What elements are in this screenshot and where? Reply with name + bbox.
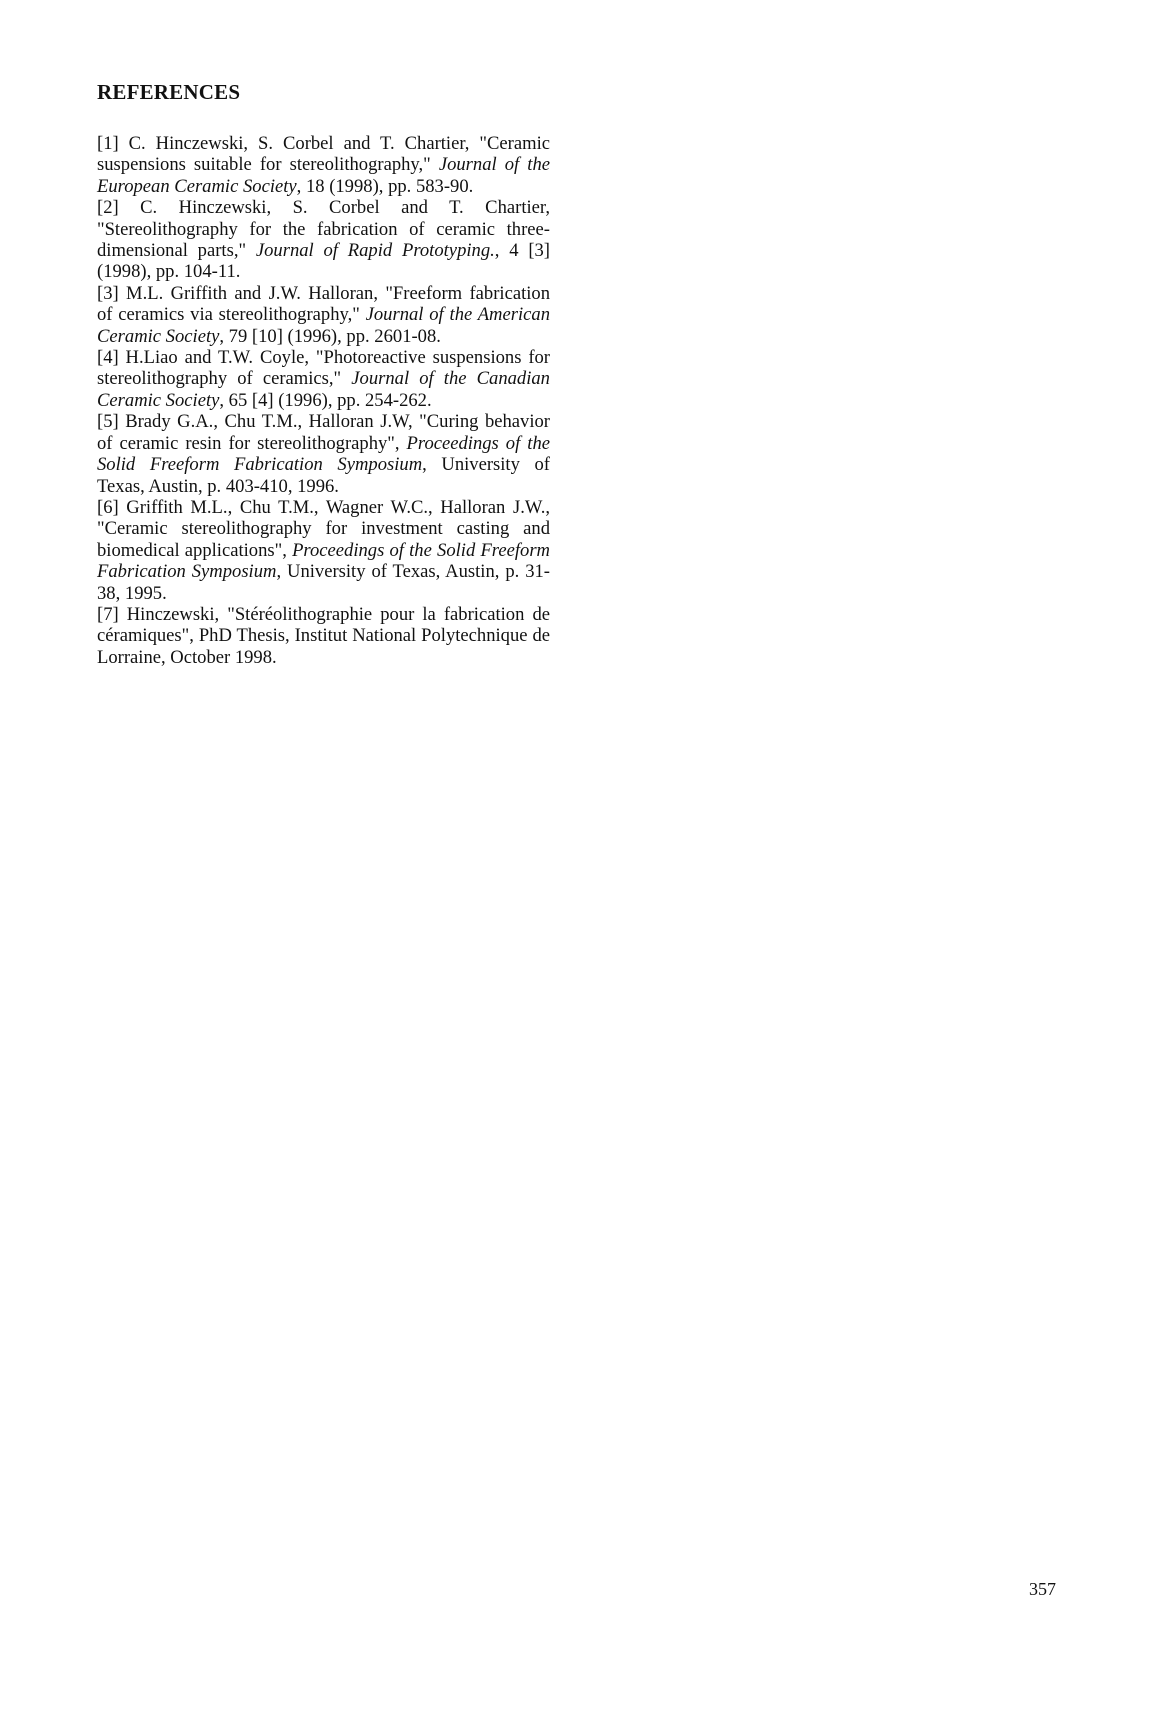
reference-text: [7] Hinczewski, "Stéréolithographie pour la fabrication de céramiques", PhD Thesis, Institut National Polytechnique de Lorraine, October 1998. (97, 603, 550, 668)
reference-item (97, 497, 550, 604)
reference-text: [4] H.Liao and T.W. Coyle, "Photoreactive suspensions for stereolithography of ceramics," (97, 347, 550, 390)
reference-journal: Proceedings of the Solid Freeform Fabrication Symposium (97, 539, 550, 583)
reference-journal: Journal of Rapid Prototyping. (255, 240, 495, 262)
reference-item (97, 197, 550, 283)
reference-journal: Proceedings of the Solid Freeform Fabrication Symposium (97, 432, 550, 476)
reference-item (97, 604, 550, 668)
reference-item (97, 347, 550, 411)
reference-item (97, 411, 550, 497)
reference-text: [2] C. Hinczewski, S. Corbel and T. Chartier, "Stereolithography for the fabrication of ceramic three-dimensional parts," (97, 197, 550, 262)
reference-text: [3] M.L. Griffith and J.W. Halloran, "Freeform fabrication of ceramics via stereolithography," (97, 282, 550, 326)
reference-text: [5] Brady G.A., Chu T.M., Halloran J.W, "Curing behavior of ceramic resin for stereolithography", (97, 411, 550, 454)
reference-text: , University of Texas, Austin, p. 31-38, 1995. (97, 561, 550, 604)
reference-text: , 18 (1998), pp. 583-90. (296, 175, 474, 197)
reference-item (97, 133, 550, 197)
reference-text: [6] Griffith M.L., Chu T.M., Wagner W.C., Halloran J.W., "Ceramic stereolithography for investment casting and biomedical applications", (97, 496, 550, 561)
reference-text: [1] C. Hinczewski, S. Corbel and T. Chartier, "Ceramic suspensions suitable for stereolithography," (97, 133, 550, 176)
page-number: 357 (1029, 1579, 1056, 1599)
reference-journal: Journal of the American Ceramic Society (97, 304, 550, 347)
reference-text: , 4 [3] (1998), pp. 104-11. (97, 240, 550, 283)
reference-text: , 65 [4] (1996), pp. 254-262. (219, 389, 432, 411)
reference-journal: Journal of the Canadian Ceramic Society (97, 368, 550, 411)
reference-text: , 79 [10] (1996), pp. 2601-08. (219, 325, 441, 347)
reference-journal: Journal of the European Ceramic Society (97, 154, 550, 197)
section-heading: REFERENCES (97, 80, 241, 104)
reference-text: , University of Texas, Austin, p. 403-410, 1996. (97, 454, 551, 497)
reference-item (97, 283, 550, 347)
reference-list (97, 133, 550, 668)
